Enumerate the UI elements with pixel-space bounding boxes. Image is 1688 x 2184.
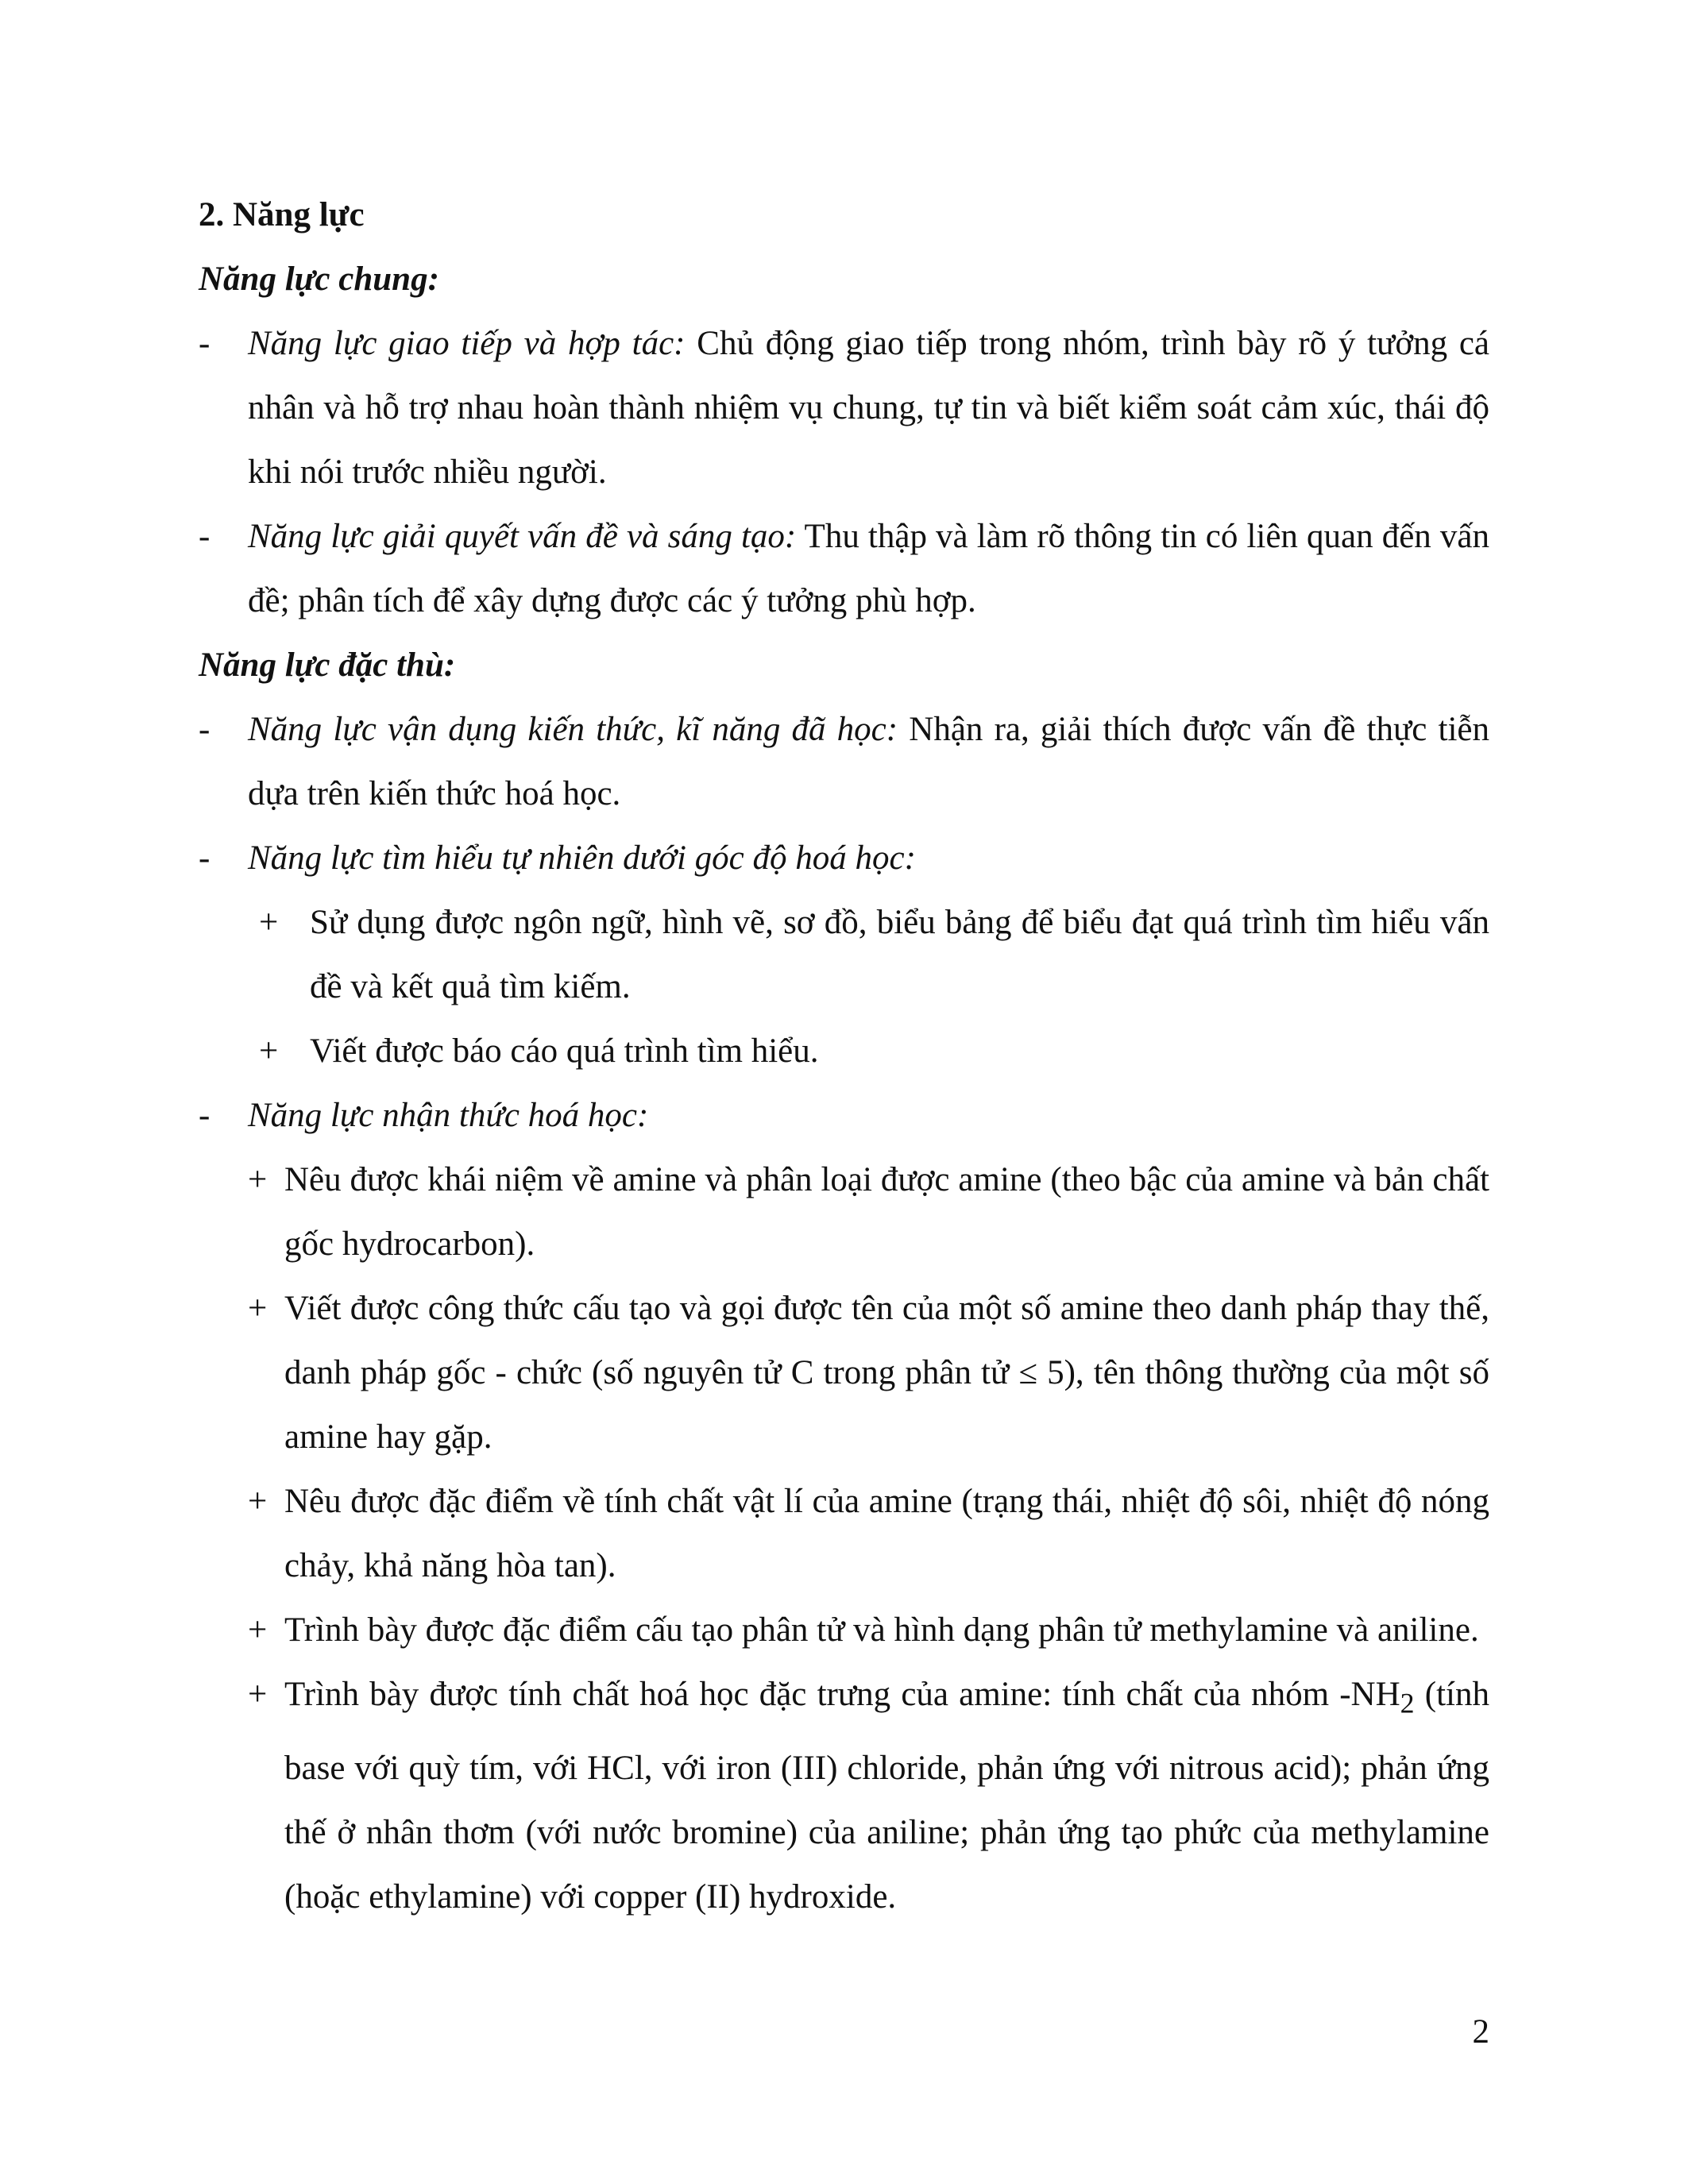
item-text: Thu thập và làm rõ thông tin có liên quan đến vấn đề; phân tích để xây dựng được các ý tưởng phù hợp. [248, 518, 1489, 619]
list-item [199, 504, 1489, 633]
list-item [199, 1083, 1489, 1148]
subscript: 2 [1400, 1687, 1415, 1719]
document-body [199, 183, 1489, 1929]
sub-list-item [199, 1662, 1489, 1929]
plus-marker: + [248, 1290, 268, 1327]
item-term: Năng lực vận dụng kiến thức, kĩ năng đã học: [248, 711, 898, 748]
section-title: 2. Năng lực [199, 196, 365, 233]
item-term: Năng lực nhận thức hoá học: [248, 1097, 649, 1134]
list-item [199, 697, 1489, 826]
sub-item-text: (tính base với quỳ tím, với HCl, với iron (III) chloride, phản ứng với nitrous acid); phản ứng thế ở nhân thơm (với nước bromine) của aniline; phản ứng tạo phức của methylamine (hoặc ethylamine) với copper (II) hydroxide. [284, 1676, 1489, 1916]
dash-marker: - [199, 711, 211, 748]
sub-item-text: Trình bày được tính chất hoá học đặc trưng của amine: tính chất của nhóm -NH [284, 1676, 1400, 1713]
sub-list-item [199, 1469, 1489, 1598]
sub-list-item [199, 1019, 1489, 1083]
dash-marker: - [199, 839, 211, 877]
plus-marker: + [248, 1483, 268, 1520]
dash-marker: - [199, 518, 211, 555]
item-term: Năng lực giải quyết vấn đề và sáng tạo: [248, 518, 797, 555]
list-item [199, 826, 1489, 890]
sub-item-text: Viết được báo cáo quá trình tìm hiểu. [310, 1032, 819, 1070]
sub-item-text: Viết được công thức cấu tạo và gọi được tên của một số amine theo danh pháp thay thế, danh pháp gốc - chức (số nguyên tử C trong phân tử ≤ 5), tên thông thường của một số amine hay gặp. [284, 1290, 1489, 1456]
sub-list-item [199, 1148, 1489, 1276]
item-term: Năng lực tìm hiểu tự nhiên dưới góc độ hoá học: [248, 839, 916, 877]
item-term: Năng lực giao tiếp và hợp tác: [248, 325, 686, 362]
dash-marker: - [199, 325, 211, 362]
sub-list-item [199, 1276, 1489, 1469]
page-number: 2 [1472, 2013, 1489, 2051]
plus-marker: + [248, 1676, 268, 1713]
plus-marker: + [248, 1611, 268, 1649]
sub-item-text: Nêu được đặc điểm về tính chất vật lí của amine (trạng thái, nhiệt độ sôi, nhiệt độ nóng chảy, khả năng hòa tan). [284, 1483, 1489, 1584]
item-text: Chủ động giao tiếp trong nhóm, trình bày rõ ý tưởng cá nhân và hỗ trợ nhau hoàn thành nhiệm vụ chung, tự tin và biết kiểm soát cảm xúc, thái độ khi nói trước nhiều người. [248, 325, 1490, 491]
dash-marker: - [199, 1097, 211, 1134]
specific-competency-title: Năng lực đặc thù: [199, 646, 456, 684]
sub-list-item [199, 1598, 1489, 1662]
list-item [199, 311, 1489, 504]
sub-item-text: Trình bày được đặc điểm cấu tạo phân tử và hình dạng phân tử methylamine và aniline. [284, 1611, 1479, 1649]
sub-list-item [199, 890, 1489, 1019]
sub-item-text: Nêu được khái niệm về amine và phân loại được amine (theo bậc của amine và bản chất gốc hydrocarbon). [284, 1161, 1489, 1263]
general-competency-title: Năng lực chung: [199, 260, 439, 298]
sub-item-text: Sử dụng được ngôn ngữ, hình vẽ, sơ đồ, biểu bảng để biểu đạt quá trình tìm hiểu vấn đề và kết quả tìm kiếm. [310, 904, 1489, 1005]
plus-marker: + [259, 904, 279, 941]
plus-marker: + [248, 1161, 268, 1198]
item-text: Nhận ra, giải thích được vấn đề thực tiễn dựa trên kiến thức hoá học. [248, 711, 1490, 812]
plus-marker: + [259, 1032, 279, 1070]
